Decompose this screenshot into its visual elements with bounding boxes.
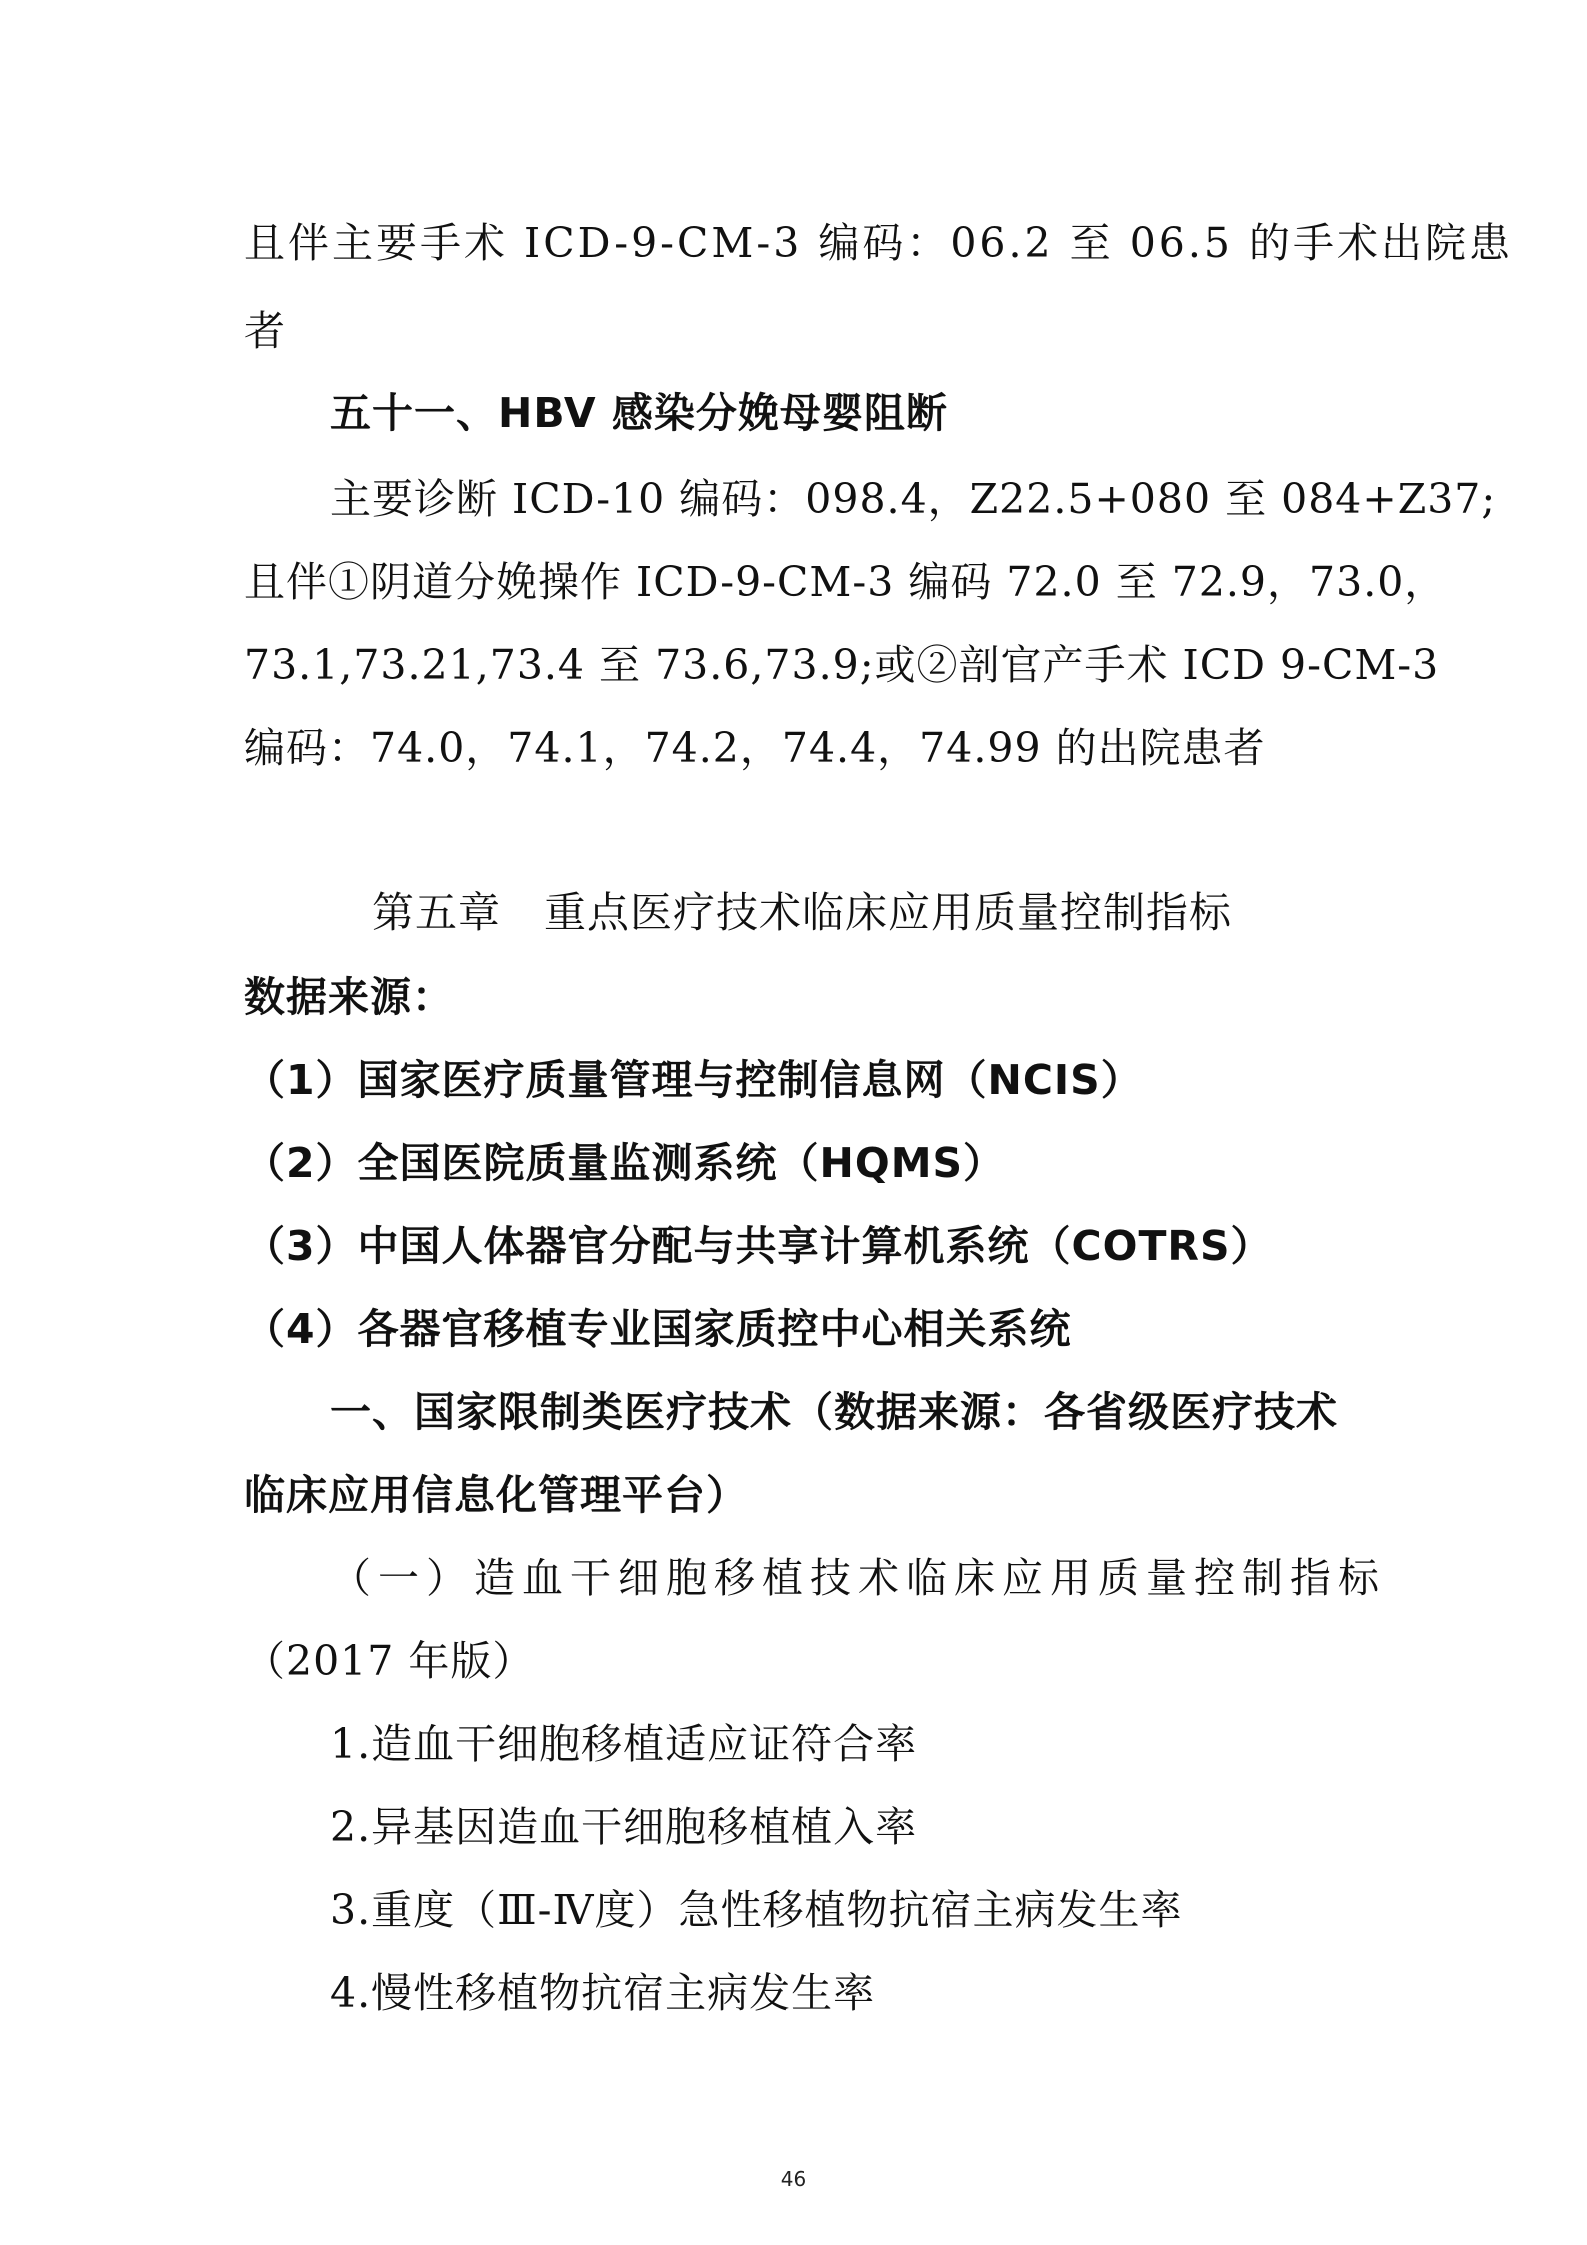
subsection-one-title-line-1: （一）造血干细胞移植技术临床应用质量控制指标: [330, 1554, 1386, 1602]
chapter-title: 第五章 重点医疗技术临床应用质量控制指标: [372, 888, 1233, 937]
section-51-title: 五十一、HBV 感染分娩母婴阻断: [330, 389, 948, 437]
indicator-item: 1.造血干细胞移植适应证符合率: [330, 1720, 918, 1768]
subsection-one-title-line-2: （2017 年版）: [244, 1637, 535, 1685]
data-source-label: 数据来源：: [244, 973, 454, 1021]
section-one-title-line-1: 一、国家限制类医疗技术（数据来源：各省级医疗技术: [330, 1388, 1338, 1436]
continuation-line-1: 且伴主要手术 ICD-9-CM-3 编码：06.2 至 06.5 的手术出院患: [244, 219, 1514, 267]
indicator-item: 4.慢性移植物抗宿主病发生率: [330, 1969, 876, 2017]
indicator-item: 2.异基因造血干细胞移植植入率: [330, 1803, 918, 1851]
page-number: 46: [780, 2167, 807, 2191]
indicator-item: 3.重度（Ⅲ-Ⅳ度）急性移植物抗宿主病发生率: [330, 1886, 1183, 1934]
data-source-item: （1）国家医疗质量管理与控制信息网（NCIS）: [244, 1056, 1143, 1104]
data-source-item: （3）中国人体器官分配与共享计算机系统（COTRS）: [244, 1222, 1273, 1270]
section-51-line-3: 73.1,73.21,73.4 至 73.6,73.9;或②剖官产手术 ICD 9-CM-3: [244, 641, 1440, 689]
section-51-line-4: 编码：74.0，74.1，74.2，74.4，74.99 的出院患者: [244, 724, 1266, 772]
section-51-line-2: 且伴①阴道分娩操作 ICD-9-CM-3 编码 72.0 至 72.9，73.0，: [244, 558, 1447, 606]
data-source-item: （2）全国医院质量监测系统（HQMS）: [244, 1139, 1006, 1187]
section-51-line-1: 主要诊断 ICD-10 编码：098.4，Z22.5+080 至 084+Z37;: [330, 475, 1497, 523]
section-one-title-line-2: 临床应用信息化管理平台）: [244, 1471, 748, 1519]
data-source-item: （4）各器官移植专业国家质控中心相关系统: [244, 1305, 1072, 1353]
continuation-line-2: 者: [244, 307, 286, 355]
